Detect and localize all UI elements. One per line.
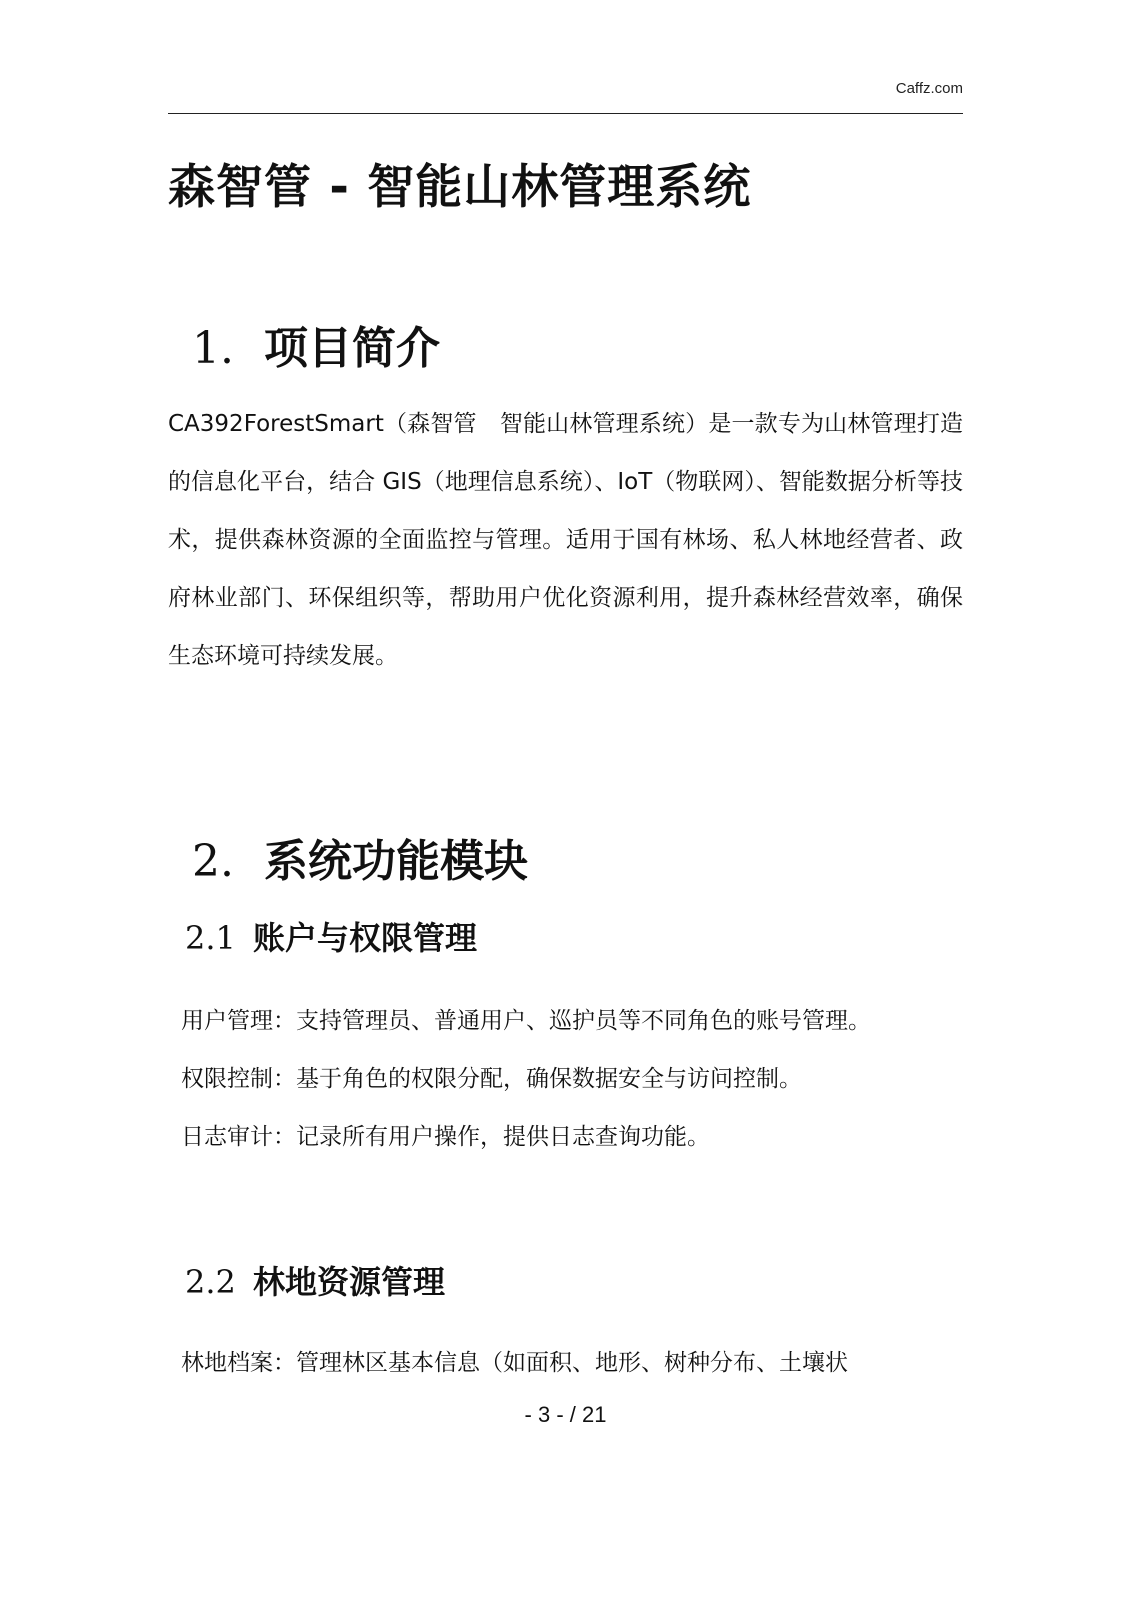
list-item: 权限控制：基于角色的权限分配，确保数据安全与访问控制。	[181, 1066, 802, 1092]
section-heading-modules	[192, 825, 528, 889]
list-item: 日志审计：记录所有用户操作，提供日志查询功能。	[181, 1124, 710, 1150]
subsection-number: 2.2	[185, 1263, 236, 1301]
section-number: 2.	[192, 836, 234, 887]
header-divider	[168, 113, 963, 114]
subsection-title: 林地资源管理	[253, 1263, 446, 1301]
subsection-number: 2.1	[185, 919, 236, 957]
subsection-heading-account	[185, 913, 477, 959]
account-feature-list	[181, 992, 963, 1166]
section-title: 系统功能模块	[264, 836, 528, 887]
section-heading-intro	[192, 312, 440, 376]
subsection-title: 账户与权限管理	[253, 919, 478, 957]
list-item: 用户管理：支持管理员、普通用户、巡护员等不同角色的账号管理。	[181, 1008, 871, 1034]
header-site-name: Caffz.com	[895, 80, 963, 97]
forest-resource-feature-list	[181, 1334, 963, 1392]
intro-paragraph: CA392ForestSmart（森智管 智能山林管理系统）是一款专为山林管理打造的信息化平台，结合 GIS（地理信息系统）、IoT（物联网）、智能数据分析等技术，提供森林资源的全面监控与管理。适用于国有林场、私人林地经营者、政府林业部门、环保组织等，帮助用户优化资源利用，提升森林经营效率，确保生态环境可持续发展。	[168, 411, 963, 669]
section-number: 1.	[192, 323, 234, 374]
section-title: 项目简介	[264, 323, 440, 374]
document-title: 森智管 - 智能山林管理系统	[168, 160, 752, 215]
page-number: - 3 - / 21	[524, 1402, 607, 1427]
list-item: 林地档案：管理林区基本信息（如面积、地形、树种分布、土壤状	[181, 1350, 848, 1376]
subsection-heading-forest-resources	[185, 1257, 445, 1303]
